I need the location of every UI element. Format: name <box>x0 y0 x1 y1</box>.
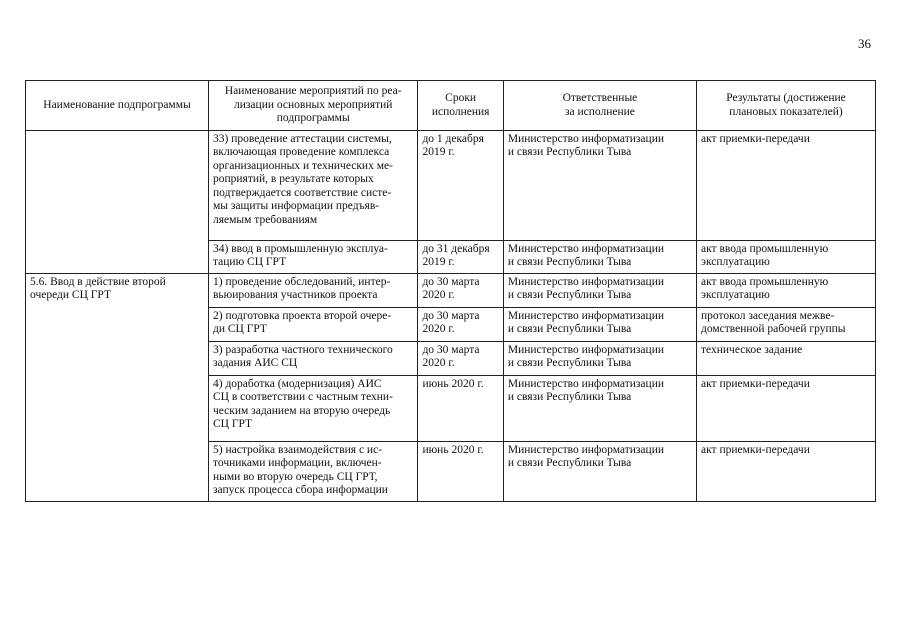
activity-cell: 4) доработка (модернизация) АИС СЦ в соответствии с частным техни- ческим заданием на вторую очередь СЦ ГРТ <box>209 375 418 441</box>
activities-table <box>25 80 876 502</box>
activity-cell: 3) разработка частного технического задания АИС СЦ <box>209 341 418 375</box>
deadline-cell: до 31 декабря 2019 г. <box>418 241 503 274</box>
header-result: Результаты (достижение плановых показателей) <box>697 81 876 131</box>
header-activity: Наименование мероприятий по реа- лизации основных мероприятий подпрограммы <box>209 81 418 131</box>
deadline-cell: до 1 декабря 2019 г. <box>418 131 503 241</box>
page-number: 36 <box>858 36 871 51</box>
deadline-cell: до 30 марта 2020 г. <box>418 341 503 375</box>
result-cell: акт ввода промышленную эксплуатацию <box>697 241 876 274</box>
activity-cell: 2) подготовка проекта второй очере- ди СЦ ГРТ <box>209 307 418 341</box>
header-deadline: Сроки исполнения <box>418 81 503 131</box>
result-cell: акт приемки-передачи <box>697 131 876 241</box>
responsible-cell: Министерство информатизации и связи Республики Тыва <box>503 375 696 441</box>
result-cell: техническое задание <box>697 341 876 375</box>
activity-cell: 34) ввод в промышленную эксплуа- тацию СЦ ГРТ <box>209 241 418 274</box>
deadline-cell: до 30 марта 2020 г. <box>418 307 503 341</box>
subprogram-cell <box>26 131 209 274</box>
table-header-row <box>26 81 876 131</box>
activity-cell: 33) проведение аттестации системы, включающая проведение комплекса организационных и технических ме- роприятий, в результате которых подтверждается соответствие систе- мы защиты информации предъяв- ляемым требованиям <box>209 131 418 241</box>
responsible-cell: Министерство информатизации и связи Республики Тыва <box>503 131 696 241</box>
responsible-cell: Министерство информатизации и связи Республики Тыва <box>503 273 696 307</box>
table-row <box>26 131 876 241</box>
activity-cell: 1) проведение обследований, интер- вьюирования участников проекта <box>209 273 418 307</box>
responsible-cell: Министерство информатизации и связи Республики Тыва <box>503 341 696 375</box>
activity-cell: 5) настройка взаимодействия с ис- точниками информации, включен- ными во вторую очередь СЦ ГРТ, запуск процесса сбора информации <box>209 441 418 501</box>
responsible-cell: Министерство информатизации и связи Республики Тыва <box>503 441 696 501</box>
result-cell: акт приемки-передачи <box>697 375 876 441</box>
subprogram-cell: 5.6. Ввод в действие второй очереди СЦ ГРТ <box>26 273 209 501</box>
responsible-cell: Министерство информатизации и связи Республики Тыва <box>503 241 696 274</box>
result-cell: акт ввода промышленную эксплуатацию <box>697 273 876 307</box>
deadline-cell: до 30 марта 2020 г. <box>418 273 503 307</box>
header-subprogram: Наименование подпрограммы <box>26 81 209 131</box>
deadline-cell: июнь 2020 г. <box>418 441 503 501</box>
responsible-cell: Министерство информатизации и связи Республики Тыва <box>503 307 696 341</box>
header-responsible: Ответственные за исполнение <box>503 81 696 131</box>
result-cell: протокол заседания межве- домственной рабочей группы <box>697 307 876 341</box>
deadline-cell: июнь 2020 г. <box>418 375 503 441</box>
table-row <box>26 273 876 307</box>
result-cell: акт приемки-передачи <box>697 441 876 501</box>
